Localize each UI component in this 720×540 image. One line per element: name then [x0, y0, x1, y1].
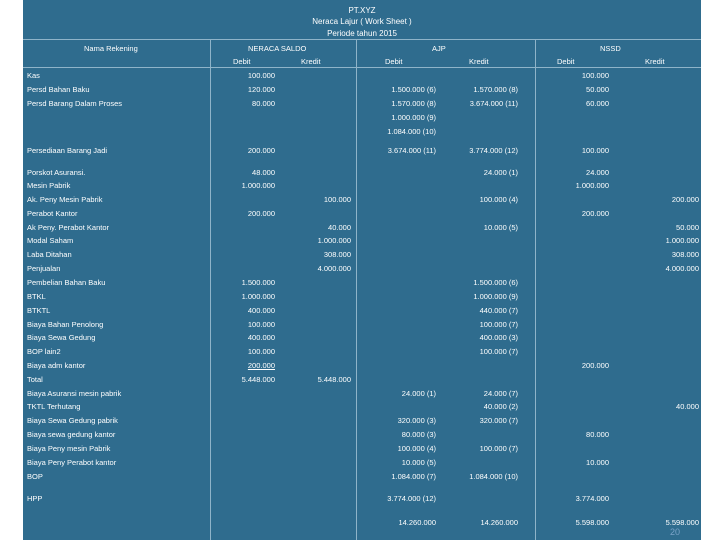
ns-credit-total: 5.448.000 [317, 375, 351, 384]
col-ns-debit: Debit [233, 57, 251, 66]
ajp-credit-value: 1.000.000 (9) [473, 292, 518, 301]
ajp-credit-value: 100.000 (4) [479, 195, 518, 204]
col-account: Nama Rekening [84, 44, 138, 53]
account-name: Mesin Pabrik [27, 181, 71, 190]
nssd-credit-value: 200.000 [671, 195, 699, 204]
ajp-debit-value: 1.084.000 (10) [387, 127, 436, 136]
worksheet-title: Neraca Lajur ( Work Sheet ) [312, 17, 412, 26]
account-name: Penjualan [27, 264, 61, 273]
ajp-debit-value: 320.000 (3) [397, 416, 436, 425]
ajp-credit-value: 24.000 (7) [483, 389, 518, 398]
nssd-credit-value: 40.000 [676, 402, 699, 411]
ns-debit-value: 120.000 [247, 85, 275, 94]
nssd-credit-value: 1.000.000 [665, 236, 699, 245]
account-name: Porskot Asuransi. [27, 168, 86, 177]
nssd-debit-value: 80.000 [586, 430, 609, 439]
ns-credit-value: 40.000 [328, 223, 351, 232]
ajp-credit-value: 320.000 (7) [479, 416, 518, 425]
ns-debit-value: 200.000 [247, 209, 275, 218]
ns-debit-value: 100.000 [247, 320, 275, 329]
ajp-credit-value: 1.500.000 (6) [473, 278, 518, 287]
header-divider [23, 39, 701, 40]
ajp-debit-value: 1.500.000 (6) [391, 85, 436, 94]
ajp-credit-value: 100.000 (7) [479, 320, 518, 329]
ajp-credit-value: 1.570.000 (8) [473, 85, 518, 94]
account-name: BTKL [27, 292, 46, 301]
nssd-credit-value: 4.000.000 [665, 264, 699, 273]
ajp-debit-value: 100.000 (4) [397, 444, 436, 453]
ns-credit-value: 4.000.000 [317, 264, 351, 273]
nssd-debit-value: 200.000 [581, 361, 609, 370]
ns-debit-value: 200.000 [247, 146, 275, 155]
account-name: Biaya Sewa Gedung pabrik [27, 416, 118, 425]
ajp-credit-value: 3.774.000 (12) [469, 146, 518, 155]
account-name: Laba Ditahan [27, 250, 72, 259]
col-adjustments: AJP [432, 44, 446, 53]
nssd-debit-value: 100.000 [581, 146, 609, 155]
account-name: Biaya Peny mesin Pabrik [27, 444, 111, 453]
account-name: HPP [27, 494, 43, 503]
ns-credit-value: 100.000 [323, 195, 351, 204]
account-name: TKTL Terhutang [27, 402, 81, 411]
account-name: Biaya Peny Perabot kantor [27, 458, 117, 467]
col-trial-balance: NERACA SALDO [248, 44, 307, 53]
ajp-credit-value: 100.000 (7) [479, 347, 518, 356]
account-name: Persediaan Barang Jadi [27, 146, 108, 155]
nssd-debit-value: 24.000 [586, 168, 609, 177]
ajp-debit-value: 3.774.000 (12) [387, 494, 436, 503]
account-name: BOP lain2 [27, 347, 61, 356]
ajp-credit-value: 440.000 (7) [479, 306, 518, 315]
ns-debit-value: 80.000 [252, 99, 275, 108]
ns-debit-value: 200.000 [247, 361, 275, 370]
period-label: Periode tahun 2015 [327, 29, 397, 38]
column-divider [535, 40, 536, 540]
col-ajp-credit: Kredit [469, 57, 489, 66]
ajp-debit-value: 10.000 (5) [401, 458, 436, 467]
account-name: BTKTL [27, 306, 51, 315]
ajp-debit-value: 1.000.000 (9) [391, 113, 436, 122]
account-name: Pembelian Bahan Baku [27, 278, 106, 287]
company-name: PT.XYZ [348, 6, 376, 15]
column-divider [210, 40, 211, 540]
ns-debit-total: 5.448.000 [241, 375, 275, 384]
ajp-credit-value: 1.084.000 (10) [469, 472, 518, 481]
nssd-debit-value: 100.000 [581, 71, 609, 80]
ns-credit-value: 308.000 [323, 250, 351, 259]
ns-debit-value: 100.000 [247, 71, 275, 80]
ajp-debit-value: 1.084.000 (7) [391, 472, 436, 481]
account-name: BOP [27, 472, 43, 481]
ajp-debit-value: 24.000 (1) [401, 389, 436, 398]
ns-debit-value: 48.000 [252, 168, 275, 177]
nssd-debit-value: 3.774.000 [575, 494, 609, 503]
ns-debit-value: 1.500.000 [241, 278, 275, 287]
ns-debit-value: 400.000 [247, 306, 275, 315]
ajp-debit-value: 80.000 (3) [401, 430, 436, 439]
nssd-credit-value: 50.000 [676, 223, 699, 232]
nssd-credit-value: 308.000 [671, 250, 699, 259]
ns-debit-value: 1.000.000 [241, 292, 275, 301]
ajp-credit-value: 100.000 (7) [479, 444, 518, 453]
nssd-credit-total: 5.598.000 [665, 518, 699, 527]
account-name: Biaya Asuransi mesin pabrik [27, 389, 122, 398]
account-name: Persd Bahan Baku [27, 85, 90, 94]
account-name: Persd Barang Dalam Proses [27, 99, 123, 108]
account-name: Biaya sewa gedung kantor [27, 430, 116, 439]
nssd-debit-value: 1.000.000 [575, 181, 609, 190]
ajp-credit-value: 10.000 (5) [483, 223, 518, 232]
ajp-credit-total: 14.260.000 [480, 518, 518, 527]
ajp-credit-value: 3.674.000 (11) [469, 99, 518, 108]
col-adjusted: NSSD [600, 44, 621, 53]
ns-debit-value: 100.000 [247, 347, 275, 356]
account-name: Ak Peny. Perabot Kantor [27, 223, 109, 232]
ajp-credit-value: 400.000 (3) [479, 333, 518, 342]
col-nssd-credit: Kredit [645, 57, 665, 66]
ns-credit-value: 1.000.000 [317, 236, 351, 245]
account-name: Perabot Kantor [27, 209, 78, 218]
ns-debit-value: 400.000 [247, 333, 275, 342]
ajp-credit-value: 24.000 (1) [483, 168, 518, 177]
account-name: Biaya adm kantor [27, 361, 86, 370]
account-name: Ak. Peny Mesin Pabrik [27, 195, 103, 204]
nssd-debit-value: 50.000 [586, 85, 609, 94]
col-ns-credit: Kredit [301, 57, 321, 66]
account-name: Modal Saham [27, 236, 74, 245]
ajp-debit-value: 3.674.000 (11) [387, 146, 436, 155]
ajp-debit-value: 1.570.000 (8) [391, 99, 436, 108]
ajp-credit-value: 40.000 (2) [483, 402, 518, 411]
account-name: Total [27, 375, 43, 384]
account-name: Kas [27, 71, 40, 80]
account-name: Biaya Sewa Gedung [27, 333, 96, 342]
nssd-debit-value: 60.000 [586, 99, 609, 108]
page-number: 20 [669, 527, 680, 537]
account-name: Biaya Bahan Penolong [27, 320, 104, 329]
col-nssd-debit: Debit [557, 57, 575, 66]
ns-debit-value: 1.000.000 [241, 181, 275, 190]
col-ajp-debit: Debit [385, 57, 403, 66]
nssd-debit-value: 200.000 [581, 209, 609, 218]
nssd-debit-total: 5.598.000 [575, 518, 609, 527]
nssd-debit-value: 10.000 [586, 458, 609, 467]
column-header-divider [23, 67, 701, 68]
ajp-debit-total: 14.260.000 [398, 518, 436, 527]
